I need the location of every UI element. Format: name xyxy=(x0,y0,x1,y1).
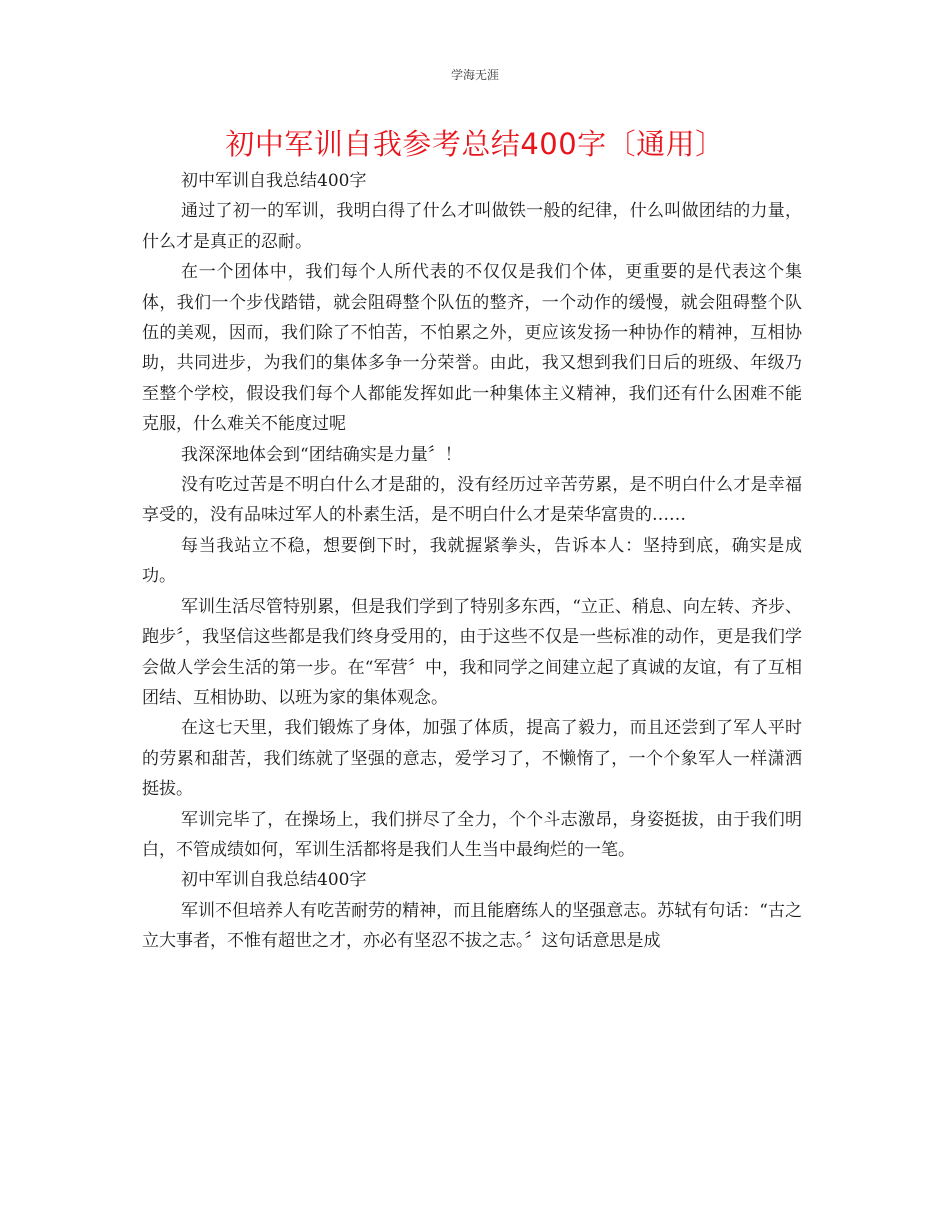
paragraph: 在一个团体中，我们每个人所代表的不仅仅是我们个体，更重要的是代表这个集体，我们一个步伐踏错，就会阻碍整个队伍的整齐，一个动作的缓慢，就会阻碍整个队伍的美观，因而，我们除了不怕苦，不怕累之外，更应该发扬一种协作的精神，互相协助，共同进步，为我们的集体多争一分荣誉。由此，我又想到我们日后的班级、年级乃至整个学校，假设我们每个人都能发挥如此一种集体主义精神，我们还有什么困难不能克服，什么难关不能度过呢 xyxy=(142,262,802,435)
paragraph: 我深深地体会到“团结确实是力量〞！ xyxy=(181,444,462,465)
page-header: 学海无涯 xyxy=(450,68,499,82)
paragraph: 没有吃过苦是不明白什么才是甜的，没有经历过辛苦劳累，是不明白什么才是幸福享受的，没有品味过军人的朴素生活，是不明白什么才是荣华富贵的…… xyxy=(142,475,802,526)
paragraph-subtitle: 初中军训自我总结400字 xyxy=(181,870,367,891)
paragraph-subtitle: 初中军训自我总结400字 xyxy=(181,171,367,191)
document-body xyxy=(142,166,802,957)
paragraph: 军训不但培养人有吃苦耐劳的精神，而且能磨练人的坚强意志。苏轼有句话：“古之立大事者，不惟有超世之才，亦必有坚忍不拔之志。〞这句话意思是成 xyxy=(142,900,802,952)
paragraph: 在这七天里，我们锻炼了身体，加强了体质，提高了毅力，而且还尝到了军人平时的劳累和甜苦，我们练就了坚强的意志，爱学习了，不懒惰了，一个个象军人一样潇洒挺拔。 xyxy=(142,718,802,800)
document-title: 初中军训自我参考总结400字〔通用〕 xyxy=(225,127,725,161)
paragraph: 军训生活尽管特别累，但是我们学到了特别多东西，“立正、稍息、向左转、齐步、跑步〞，我坚信这些都是我们终身受用的，由于这些不仅是一些标准的动作，更是我们学会做人学会生活的第一步。在“军营〞中，我和同学之间建立起了真诚的友谊，有了互相团结、互相协助、以班为家的集体观念。 xyxy=(142,596,802,708)
paragraph: 军训完毕了，在操场上，我们拼尽了全力，个个斗志激昂，身姿挺拔，由于我们明白，不管成绩如何，军训生活都将是我们人生当中最绚烂的一笔。 xyxy=(142,809,802,860)
paragraph: 通过了初一的军训，我明白得了什么才叫做铁一般的纪律，什么叫做团结的力量，什么才是真正的忍耐。 xyxy=(142,201,802,252)
paragraph: 每当我站立不稳，想要倒下时，我就握紧拳头，告诉本人：坚持到底，确实是成功。 xyxy=(142,535,802,587)
